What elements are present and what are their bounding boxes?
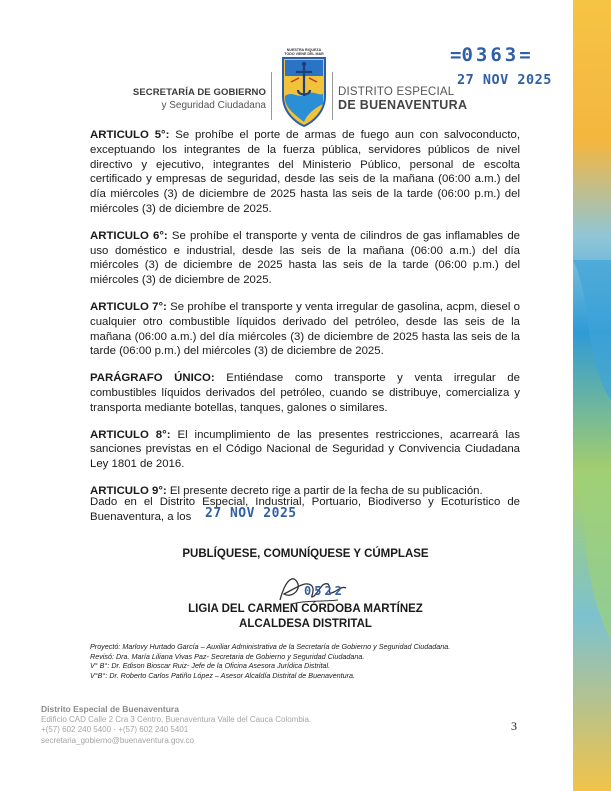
- signer-name: LIGIA DEL CARMEN CÓRDOBA MARTÍNEZ: [188, 603, 423, 615]
- article-7: [90, 300, 520, 359]
- article-label: ARTICULO 6°:: [90, 229, 168, 242]
- decree-number: 0363: [461, 44, 520, 66]
- article-label: ARTICULO 9°:: [90, 484, 167, 497]
- distrito-line2: DE BUENAVENTURA: [338, 98, 468, 112]
- shield-icon: [279, 56, 329, 128]
- article-text: Entiéndase como transporte y venta irregular de combustibles líquidos derivados del petróleo, cuando se distribuye, comercializa y transporta mediante botellas, tanques, galones o similares.: [90, 372, 520, 414]
- article-label: ARTICULO 8°:: [90, 428, 171, 441]
- article-label: ARTICULO 5°:: [90, 129, 170, 141]
- article-text: El incumplimiento de las presentes restricciones, acarreará las sanciones previstas en el Código Nacional de Seguridad y Convivencia Ciudadana Ley 1801 de 2016.: [90, 428, 520, 471]
- dado-date-stamp: 27 NOV 2025: [205, 506, 297, 521]
- secretaria-line2: y Seguridad Ciudadana: [161, 100, 266, 111]
- article-text: Se prohíbe el transporte y venta irregular de gasolina, acpm, diesel o cualquier otro combustible líquidos derivado del petróleo, desde las seis de la mañana (06:00 a.m.) del día miércoles (3) de diciembre de 2025 hasta las seis de la tarde (06:00 p.m.) del miércoles (3) de diciembre de 2025.: [90, 300, 520, 358]
- coat-of-arms: [279, 48, 329, 130]
- footer-phones: +(57) 602 240 5400 · +(57) 602 240 5401: [41, 725, 189, 734]
- credits-block: [90, 642, 510, 680]
- distrito-line1: DISTRITO ESPECIAL: [338, 86, 455, 98]
- credit-line: Revisó: Dra. María Liliana Vivas Paz- Secretaria de Gobierno y Seguridad Ciudadana.: [90, 651, 365, 661]
- decorative-side-stripe: [573, 0, 611, 791]
- header-divider-right: [332, 72, 333, 120]
- header-divider-left: [271, 72, 272, 120]
- dado-en-paragraph: Dado en el Distrito Especial, Industrial, Portuario, Biodiverso y Ecoturístico de Buenaventura, a los: [90, 496, 520, 523]
- signer-block: [0, 602, 611, 632]
- signature-stamp-number: 0522: [304, 584, 345, 598]
- credit-line: V°B°: Dr. Roberto Carlos Patiño López – Asesor Alcaldía Distrital de Buenaventura.: [90, 670, 356, 680]
- footer-email: secretaria_gobierno@buenaventura.gov.co: [41, 735, 194, 745]
- secretaria-line1: SECRETARÍA DE GOBIERNO: [132, 87, 266, 98]
- seal-motto-line1: NUESTRA RIQUEZA: [286, 48, 322, 52]
- article-label: ARTICULO 7°:: [90, 300, 167, 313]
- page-number: 3: [511, 719, 517, 733]
- article-text: El presente decreto rige a partir de la fecha de su publicación.: [166, 484, 483, 497]
- credit-line: V° B°: Dr. Edison Bioscar Ruiz- Jefe de la Oficina Asesora Jurídica Distrital.: [90, 661, 331, 671]
- decree-number-stamp: =0363=: [450, 44, 531, 66]
- secretaria-header: [120, 86, 266, 112]
- article-text: Se prohíbe el transporte y venta de cilindros de gas inflamables de uso doméstico e industrial, desde las seis de la mañana (06:00 a.m.) del día miércoles (3) de diciembre de 2025 hasta las seis de la tarde (06:00 p.m.) del miércoles (3) de diciembre de 2025.: [90, 229, 520, 287]
- footer-address: Edificio CAD Calle 2 Cra 3 Centro, Buenaventura Valle del Cauca Colombia.: [41, 714, 312, 724]
- credit-line: Proyectó: Marlovy Hurtado García – Auxiliar Administrativa de la Secretaría de Gobierno y Seguridad Ciudadana.: [90, 642, 451, 651]
- article-5: [90, 128, 520, 217]
- seal-motto-line2: TODO VIENE DEL MAR: [284, 52, 324, 56]
- footer-org: Distrito Especial de Buenaventura: [41, 704, 179, 714]
- decree-date-stamp: 27 NOV 2025: [457, 72, 552, 88]
- paragrafo-unico: [90, 371, 520, 415]
- publiquese-line: PUBLÍQUESE, COMUNÍQUESE Y CÚMPLASE: [182, 548, 429, 560]
- article-text: Se prohíbe el porte de armas de fuego aun con salvoconducto, exceptuando los integrantes de la fuerza pública, servidores públicos de nivel directivo y ejecutivo, integrantes del Ministerio Público, personal de escolta certificado y empresas de seguridad, desde las seis de la mañana (06:00 a.m.) del día miércoles (3) de diciembre de 2025 hasta las seis de la tarde (06:00 p.m.) del miércoles (3) de diciembre de 2025.: [90, 129, 520, 215]
- decree-body: [90, 128, 520, 511]
- footer-contact: [41, 704, 311, 746]
- article-label: PARÁGRAFO ÚNICO:: [90, 372, 215, 385]
- article-8: [90, 428, 520, 472]
- article-6: [90, 229, 520, 288]
- signer-title: ALCALDESA DISTRITAL: [239, 618, 372, 630]
- distrito-header: [338, 86, 467, 112]
